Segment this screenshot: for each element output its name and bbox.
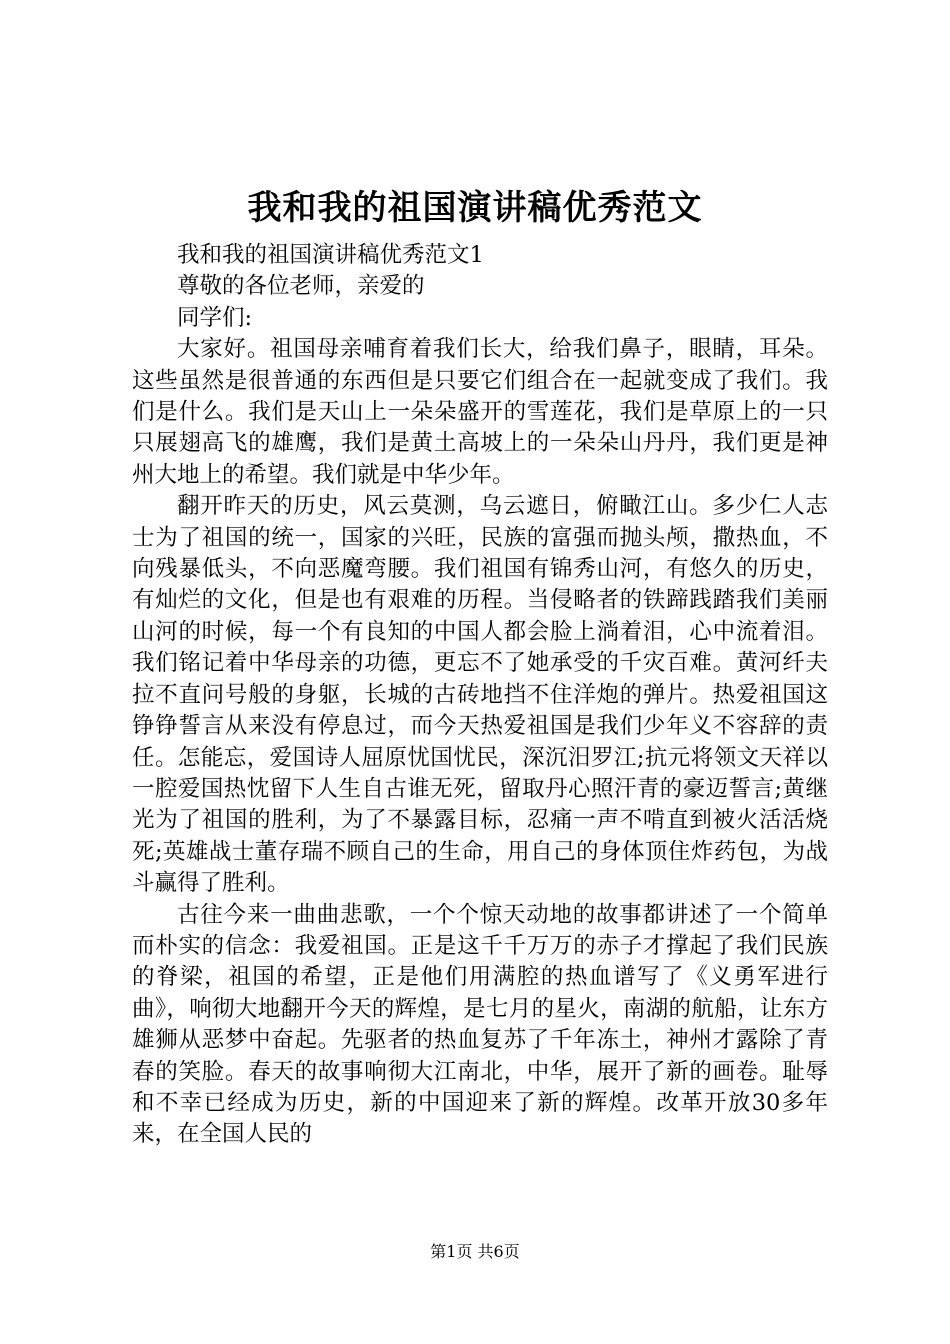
subtitle-line: 我和我的祖国演讲稿优秀范文1 (177, 242, 484, 268)
page-number-footer: 第1页 共6页 (430, 1242, 520, 1261)
paragraph-2: 翻开昨天的历史，风云莫测，乌云遮日，俯瞰江山。多少仁人志士为了祖国的统一，国家的兴旺，民族的富强而抛头颅，撒热血，不向残暴低头，不向恶魔弯腰。我们祖国有锦秀山河，有悠久的历史，有灿烂的文化，但是也有艰难的历程。当侵略者的铁蹄践踏我们美丽山河的时候，每一个有良知的中国人都会脸上淌着泪，心中流着泪。我们铭记着中华母亲的功德，更忘不了她承受的千灾百难。黄河纤夫拉不直问号般的身躯，长城的古砖地挡不住洋炮的弹片。热爱祖国这铮铮誓言从来没有停息过，而今天热爱祖国是我们少年义不容辞的责任。怎能忘，爱国诗人屈原忧国忧民，深沉汨罗江;抗元将领文天祥以一腔爱国热忱留下人生自古谁无死，留取丹心照汗青的豪迈誓言;黄继光为了祖国的胜利，为了不暴露目标，忍痛一声不啃直到被火活活烧死;英雄战士董存瑞不顾自己的生命，用自己的身体顶住炸药包，为战斗赢得了胜利。 (132, 493, 828, 897)
salutation-line-1: 尊敬的各位老师，亲爱的 (177, 273, 425, 300)
paragraph-1: 大家好。祖国母亲哺育着我们长大，给我们鼻子，眼睛，耳朵。这些虽然是很普通的东西但是只要它们组合在一起就变成了我们。我们是什么。我们是天山上一朵朵盛开的雪莲花，我们是草原上的一只只展翅高飞的雄鹰，我们是黄土高坡上的一朵朵山丹丹，我们更是神州大地上的希望。我们就是中华少年。 (132, 336, 828, 488)
document-body (132, 240, 828, 1151)
salutation-line-2: 同学们: (177, 304, 253, 331)
paragraph-3: 古往今来一曲曲悲歌，一个个惊天动地的故事都讲述了一个简单而朴实的信念：我爱祖国。正是这千千万万的赤子才撑起了我们民族的脊梁，祖国的希望，正是他们用满腔的热血谱写了《义勇军进行曲》，响彻大地翻开今天的辉煌，是七月的星火，南湖的航船，让东方雄狮从恶梦中奋起。先驱者的热血复苏了千年冻土，神州才露除了青春的笑脸。春天的故事响彻大江南北，中华，展开了新的画卷。耻辱和不幸已经成为历史，新的中国迎来了新的辉煌。改革开放30多年来，在全国人民的 (132, 901, 828, 1148)
document-title: 我和我的祖国演讲稿优秀范文 (247, 188, 703, 228)
